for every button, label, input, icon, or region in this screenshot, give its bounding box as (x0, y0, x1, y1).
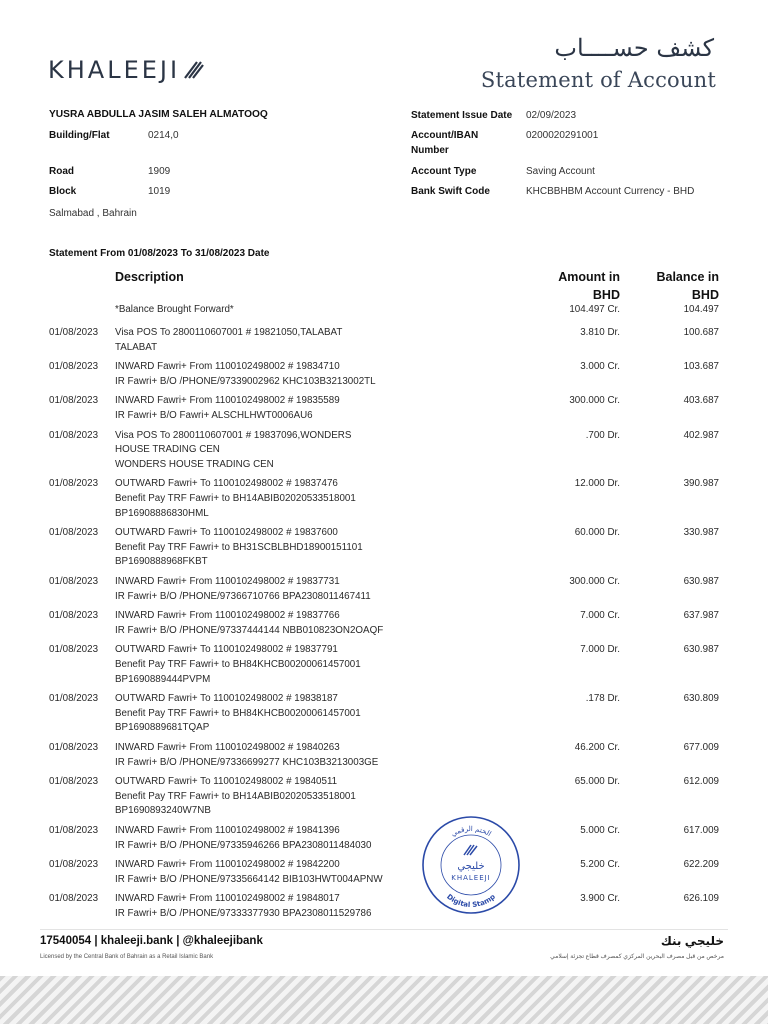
stamp-slash-icon (464, 845, 477, 855)
row-description-line: OUTWARD Fawri+ To 1100102498002 # 19837791 (115, 644, 338, 656)
row-description (115, 692, 415, 736)
account-type-label: Account Type (411, 166, 477, 177)
row-description-line: INWARD Fawri+ From 1100102498002 # 19834710 (115, 361, 340, 373)
footer-bank-name-arabic: خليجي بنك (660, 934, 724, 948)
row-description (115, 394, 415, 423)
row-description (115, 575, 415, 604)
row-description (115, 824, 415, 853)
row-description-line: BP1690889681TQAP (115, 722, 210, 734)
row-date: 01/08/2023 (49, 527, 99, 539)
row-description-line: BP16908886830HML (115, 507, 209, 519)
stamp-bottom-text: Digital Stamp (445, 892, 497, 910)
issue-date-label: Statement Issue Date (411, 110, 513, 121)
row-description-line: BP1690889444PVPM (115, 673, 211, 685)
row-description-line: IR Fawri+ B/O Fawri+ ALSCHLHWT0006AU6 (115, 409, 313, 421)
statement-title-arabic: كشف حســــاب (554, 34, 714, 62)
row-description-line: Benefit Pay TRF Fawri+ to BH84KHCB00200061457001 (115, 658, 361, 670)
road-label: Road (49, 166, 74, 177)
row-description-line: IR Fawri+ B/O /PHONE/97333377930 BPA2308011529786 (115, 907, 372, 919)
row-balance: 630.987 (683, 576, 719, 587)
row-description (115, 858, 415, 887)
row-balance: 403.687 (683, 395, 719, 407)
row-description-line: IR Fawri+ B/O /PHONE/97336699277 KHC103B3213003GE (115, 756, 379, 768)
row-date: 01/08/2023 (49, 576, 99, 587)
row-date: 01/08/2023 (49, 776, 99, 788)
amount-header: Amount in BHD (558, 270, 620, 302)
footer-divider (40, 929, 728, 930)
swift-value: KHCBBHBM Account Currency - BHD (526, 186, 695, 197)
row-amount: 65.000 Dr. (574, 776, 620, 788)
row-description-line: OUTWARD Fawri+ To 1100102498002 # 19840511 (115, 776, 338, 788)
row-description-line: IR Fawri+ B/O /PHONE/97339002962 KHC103B3213002TL (115, 375, 376, 387)
row-balance: 630.987 (683, 644, 719, 656)
row-amount: 5.000 Cr. (580, 825, 620, 836)
row-date: 01/08/2023 (49, 825, 99, 836)
row-balance: 637.987 (683, 610, 719, 622)
row-amount: .700 Dr. (585, 429, 620, 441)
road-value: 1909 (148, 166, 171, 177)
row-amount: 104.497 Cr. (569, 304, 620, 315)
customer-city: Salmabad , Bahrain (49, 208, 137, 219)
block-value: 1019 (148, 186, 171, 197)
row-description-line: BP1690893240W7NB (115, 805, 211, 817)
stamp-center-arabic: خليجي (457, 861, 485, 872)
iban-value: 0200020291001 (526, 130, 599, 141)
row-description (115, 643, 415, 687)
row-date: 01/08/2023 (49, 893, 99, 905)
row-description-line: IR Fawri+ B/O /PHONE/97335664142 BIB103HWT004APNW (115, 873, 383, 885)
row-date: 01/08/2023 (49, 395, 99, 407)
row-date: 01/08/2023 (49, 693, 99, 705)
footer-license: Licensed by the Central Bank of Bahrain as a Retail Islamic Bank (40, 954, 214, 960)
row-description-line: OUTWARD Fawri+ To 1100102498002 # 19837600 (115, 527, 338, 539)
statement-period: Statement From 01/08/2023 To 31/08/2023 Date (49, 248, 270, 259)
row-amount: 12.000 Dr. (574, 478, 620, 490)
row-date: 01/08/2023 (49, 610, 99, 622)
stamp-center-english: KHALEEJI (451, 874, 491, 882)
logo-wordmark: KHALEEJI (48, 56, 181, 84)
row-description-line: Benefit Pay TRF Fawri+ to BH31SCBLBHD18900151101 (115, 541, 363, 553)
row-amount: 3.810 Dr. (580, 327, 620, 338)
row-date: 01/08/2023 (49, 478, 99, 490)
issue-date-value: 02/09/2023 (526, 110, 577, 121)
row-amount: .178 Dr. (585, 693, 620, 705)
row-date: 01/08/2023 (49, 859, 99, 871)
row-amount: 5.200 Cr. (580, 859, 620, 871)
row-description (115, 360, 415, 389)
row-description-line: INWARD Fawri+ From 1100102498002 # 19848017 (115, 893, 340, 905)
row-description (115, 526, 415, 570)
building-label: Building/Flat (49, 130, 110, 141)
row-description-line: BP1690888968FKBT (115, 556, 208, 568)
balance-header: Balance in BHD (656, 270, 719, 302)
row-description-line: TALABAT (115, 341, 158, 353)
account-type-value: Saving Account (526, 166, 595, 177)
row-description-line: IR Fawri+ B/O /PHONE/97366710766 BPA2308011467411 (115, 590, 371, 602)
row-amount: 3.900 Cr. (580, 893, 620, 905)
statement-title: Statement of Account (480, 68, 716, 92)
row-amount: 7.000 Dr. (580, 644, 620, 656)
row-date: 01/08/2023 (49, 429, 99, 441)
row-balance: 617.009 (683, 825, 719, 836)
stamp-top-text: الختم الرقمي (449, 824, 493, 839)
row-description-line: WONDERS HOUSE TRADING CEN (115, 458, 274, 470)
row-date: 01/08/2023 (49, 327, 99, 338)
footer-stripe-pattern (0, 976, 768, 1024)
row-description (115, 303, 415, 318)
row-description (115, 429, 415, 473)
row-amount: 46.200 Cr. (574, 742, 620, 753)
logo-slash-icon (183, 60, 205, 80)
row-description-line: OUTWARD Fawri+ To 1100102498002 # 19838187 (115, 693, 338, 705)
row-amount: 300.000 Cr. (569, 395, 620, 407)
row-balance: 100.687 (683, 327, 719, 338)
swift-label: Bank Swift Code (411, 186, 490, 197)
row-description-line: INWARD Fawri+ From 1100102498002 # 19837766 (115, 610, 340, 622)
row-balance: 612.009 (683, 776, 719, 788)
footer-contact: 17540054 | khaleeji.bank | @khaleejibank (40, 935, 263, 947)
row-description (115, 326, 415, 355)
row-balance: 104.497 (683, 304, 719, 315)
block-label: Block (49, 186, 77, 197)
row-date: 01/08/2023 (49, 361, 99, 373)
row-amount: 300.000 Cr. (569, 576, 620, 587)
row-balance: 103.687 (683, 361, 719, 373)
description-header: Description (115, 270, 184, 284)
row-balance: 630.809 (683, 693, 719, 705)
row-balance: 626.109 (683, 893, 719, 905)
row-description (115, 477, 415, 521)
row-description-line: Visa POS To 2800110607001 # 19821050,TALABAT (115, 327, 343, 338)
row-balance: 622.209 (683, 859, 719, 871)
row-description-line: IR Fawri+ B/O /PHONE/97335946266 BPA2308011484030 (115, 839, 372, 851)
building-value: 0214,0 (148, 130, 179, 141)
bank-logo (48, 56, 205, 84)
row-description-line: INWARD Fawri+ From 1100102498002 # 19841396 (115, 825, 340, 836)
row-description-line: Visa POS To 2800110607001 # 19837096,WONDERS (115, 429, 352, 441)
row-description-line: Benefit Pay TRF Fawri+ to BH14ABIB02020533518001 (115, 790, 356, 802)
row-description-line: *Balance Brought Forward* (115, 304, 234, 315)
row-description (115, 741, 415, 770)
row-description-line: INWARD Fawri+ From 1100102498002 # 19842200 (115, 859, 340, 871)
row-balance: 677.009 (683, 742, 719, 753)
row-description-line: HOUSE TRADING CEN (115, 444, 220, 456)
row-balance: 402.987 (683, 429, 719, 441)
row-amount: 3.000 Cr. (580, 361, 620, 373)
digital-stamp (421, 815, 521, 915)
row-description-line: Benefit Pay TRF Fawri+ to BH84KHCB00200061457001 (115, 707, 361, 719)
row-description-line: INWARD Fawri+ From 1100102498002 # 19835589 (115, 395, 340, 407)
row-description-line: IR Fawri+ B/O /PHONE/97337444144 NBB010823ON2OAQF (115, 624, 384, 636)
row-balance: 390.987 (683, 478, 719, 490)
row-description (115, 775, 415, 819)
row-description-line: OUTWARD Fawri+ To 1100102498002 # 19837476 (115, 478, 338, 490)
row-date: 01/08/2023 (49, 644, 99, 656)
row-amount: 60.000 Dr. (574, 527, 620, 539)
row-balance: 330.987 (683, 527, 719, 539)
row-description-line: Benefit Pay TRF Fawri+ to BH14ABIB02020533518001 (115, 492, 356, 504)
row-description (115, 892, 415, 921)
row-amount: 7.000 Cr. (580, 610, 620, 622)
footer-license-arabic: مرخص من قبل مصرف البحرين المركزي كمصرف قطاع تجزئة إسلامي (550, 954, 724, 960)
customer-name: YUSRA ABDULLA JASIM SALEH ALMATOOQ (49, 109, 268, 120)
row-date: 01/08/2023 (49, 742, 99, 753)
row-description-line: INWARD Fawri+ From 1100102498002 # 19840263 (115, 742, 340, 753)
row-description-line: INWARD Fawri+ From 1100102498002 # 19837731 (115, 576, 340, 587)
iban-label: Account/IBAN Number (411, 130, 479, 156)
row-description (115, 609, 415, 638)
